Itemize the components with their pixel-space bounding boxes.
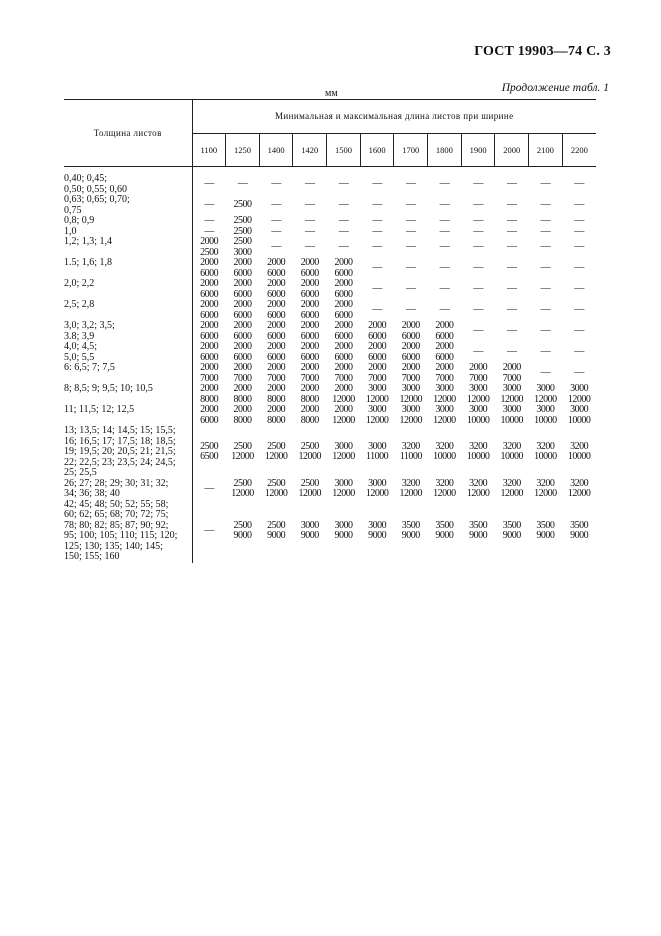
length-cell: 2500 12000 <box>298 477 322 499</box>
page-header: ГОСТ 19903—74 С. 3 <box>474 44 611 59</box>
table-row <box>64 321 596 342</box>
length-cell: 3000 10000 <box>567 404 591 426</box>
length-cell: 2000 7000 <box>200 362 219 384</box>
length-cell: — <box>506 241 517 253</box>
length-cell: 2000 6000 <box>435 341 454 363</box>
length-cell: — <box>305 178 315 190</box>
length-cell: 3500 9000 <box>570 519 589 541</box>
length-cell: 2000 6000 <box>200 320 219 342</box>
length-cell: 3200 11000 <box>399 440 422 463</box>
length-cell: — <box>540 262 551 274</box>
length-cell: — <box>574 178 584 190</box>
length-cell: 3000 10000 <box>466 404 490 426</box>
length-cell: 2000 6000 <box>267 299 286 321</box>
length-cell: 3200 12000 <box>399 477 423 499</box>
thickness-cell: 3,0; 3,2; 3,5; 3.8; 3,9 <box>64 321 192 342</box>
length-cell: 2500 9000 <box>233 519 252 541</box>
length-cell: — <box>406 178 416 190</box>
length-cell: 3000 12000 <box>332 477 355 499</box>
length-cell: 3000 9000 <box>300 519 319 541</box>
length-cell: — <box>540 346 551 358</box>
length-cell: — <box>473 304 483 316</box>
length-cell: — <box>574 325 584 337</box>
length-cell: — <box>473 225 483 237</box>
length-cell: 2000 6000 <box>401 320 420 342</box>
length-cell: — <box>439 199 450 211</box>
table-continuation-label: Продолжение табл. 1 <box>501 82 609 94</box>
length-cell: 3000 12000 <box>399 383 423 405</box>
length-cell: 2500 6500 <box>200 440 219 463</box>
length-cell: — <box>574 304 584 316</box>
length-cell: 3000 11000 <box>366 440 389 463</box>
length-cell: — <box>271 225 281 237</box>
length-cell: — <box>540 325 551 337</box>
length-cell: 2000 6000 <box>300 299 319 321</box>
length-cell: — <box>439 241 450 253</box>
length-cell: 2000 6000 <box>334 278 353 300</box>
length-cell: — <box>540 215 551 226</box>
length-cell: — <box>372 304 382 316</box>
length-cell: — <box>406 283 416 295</box>
length-cell: — <box>204 178 214 190</box>
length-cell: 3000 12000 <box>365 383 389 405</box>
length-cell: — <box>574 283 584 295</box>
thickness-cell: 13; 13,5; 14; 14,5; 15; 15,5; 16; 16,5; 17; 17,5; 18; 18,5; 19; 19,5; 20; 20,5; 21; 21,5; 22; 22,5; 23; 23,5; 24; 24,5; 25; 25,5 <box>64 426 192 479</box>
length-cell: 2000 8000 <box>300 383 319 405</box>
table-row <box>64 195 596 216</box>
length-cell: 2000 8000 <box>267 383 286 405</box>
length-cell: 2000 8000 <box>233 404 252 426</box>
length-cell: — <box>338 199 349 211</box>
thickness-cell: 0,63; 0,65; 0,70; 0,75 <box>64 195 192 216</box>
length-cell: — <box>574 225 584 237</box>
width-header-1700: 1700 <box>394 134 428 167</box>
length-cell: — <box>473 346 483 358</box>
length-cell: — <box>305 225 315 237</box>
thickness-cell: 8; 8,5; 9; 9,5; 10; 10,5 <box>64 384 192 405</box>
length-cell: 3000 9000 <box>368 519 387 541</box>
thickness-cell: 2,5; 2,8 <box>64 300 192 321</box>
thickness-cell: 6: 6,5; 7; 7,5 <box>64 363 192 384</box>
length-cell: — <box>540 304 551 316</box>
width-header-1420: 1420 <box>293 134 327 167</box>
table-row <box>64 258 596 279</box>
length-cell: 3000 12000 <box>567 383 591 405</box>
length-cell: 2000 6000 <box>200 278 219 300</box>
length-cell: — <box>305 199 315 211</box>
thickness-cell: 1,0 <box>64 227 192 238</box>
length-cell: — <box>473 215 483 226</box>
length-cell: — <box>540 241 551 253</box>
length-cell: — <box>506 225 517 237</box>
length-cell: — <box>372 262 382 274</box>
width-header-1400: 1400 <box>259 134 293 167</box>
length-cell: 2000 12000 <box>332 404 355 426</box>
length-cell: 2000 7000 <box>469 362 488 384</box>
length-cell: — <box>406 304 416 316</box>
length-cell: 3000 10000 <box>500 404 523 426</box>
length-cell: — <box>271 199 281 211</box>
length-cell: 2000 6000 <box>200 299 219 321</box>
length-cell: — <box>506 346 517 358</box>
length-cell: — <box>372 199 382 211</box>
thickness-cell: 1,2; 1,3; 1,4 <box>64 237 192 258</box>
length-cell: 2000 12000 <box>332 383 355 405</box>
length-cell: — <box>439 225 450 237</box>
thickness-column-header: Толщина листов <box>64 100 192 167</box>
length-cell: — <box>406 215 416 226</box>
length-cell: — <box>338 225 349 237</box>
length-cell: 3000 12000 <box>433 383 456 405</box>
length-cell: 2000 6000 <box>368 320 387 342</box>
length-cell: — <box>506 283 517 295</box>
length-cell: 3200 12000 <box>534 477 557 499</box>
length-cell: — <box>506 304 517 316</box>
length-cell: 2500 12000 <box>231 440 254 463</box>
length-cell: 2000 8000 <box>200 383 219 405</box>
thickness-cell: 11; 11,5; 12; 12,5 <box>64 405 192 426</box>
thickness-cell: 1.5; 1,6; 1,8 <box>64 258 192 279</box>
length-cell: — <box>574 346 584 358</box>
thickness-cell: 4,0; 4,5; 5,0; 5,5 <box>64 342 192 363</box>
thickness-cell: 26; 27; 28; 29; 30; 31; 32; 34; 36; 38; 40 <box>64 479 192 500</box>
length-cell: 3500 9000 <box>435 519 454 541</box>
length-cell: — <box>540 367 551 379</box>
length-cell: 2500 <box>233 225 252 237</box>
length-cell: — <box>305 215 315 226</box>
length-cell: — <box>540 178 551 190</box>
length-cell: — <box>439 283 450 295</box>
width-header-2100: 2100 <box>529 134 563 167</box>
length-cell: 2000 6000 <box>401 341 420 363</box>
length-cell: 3000 12000 <box>466 383 490 405</box>
length-cell: 2000 8000 <box>233 383 252 405</box>
length-cell: — <box>473 241 483 253</box>
length-cell: — <box>406 225 416 237</box>
length-cell: 2000 7000 <box>435 362 454 384</box>
thickness-cell: 2,0; 2,2 <box>64 279 192 300</box>
length-cell: 2000 7000 <box>401 362 420 384</box>
length-cell: 3000 12000 <box>365 404 389 426</box>
length-cell: 2000 8000 <box>300 404 319 426</box>
length-cell: 2000 6000 <box>233 278 252 300</box>
length-cell: 2000 6000 <box>334 320 353 342</box>
length-cell: — <box>237 178 248 190</box>
length-cell: 3000 12000 <box>332 440 355 463</box>
length-cell: — <box>506 262 517 274</box>
length-cell: 2500 12000 <box>264 477 288 499</box>
length-cell: 3200 12000 <box>500 477 523 499</box>
length-cell: — <box>439 215 450 226</box>
length-cell: — <box>406 262 416 274</box>
sheet-dimensions-table <box>64 99 596 563</box>
length-cell: 2000 2500 <box>200 236 219 258</box>
length-cell: 3000 12000 <box>365 477 389 499</box>
table-row <box>64 342 596 363</box>
length-cell: 3200 10000 <box>567 440 591 463</box>
length-cell: 3500 9000 <box>469 519 488 541</box>
length-cell: 3000 12000 <box>399 404 423 426</box>
length-cell: 3000 10000 <box>534 404 557 426</box>
length-cell: — <box>372 215 382 226</box>
length-cell: 2000 6000 <box>267 278 286 300</box>
length-cell: 2500 12000 <box>264 440 288 463</box>
length-cell: 3200 12000 <box>433 477 456 499</box>
length-cell: — <box>338 241 349 253</box>
length-cell: 3000 9000 <box>334 519 353 541</box>
table-body <box>64 167 596 563</box>
length-cell: — <box>574 199 584 211</box>
length-cell: 2000 6000 <box>267 320 286 342</box>
length-cell: — <box>574 215 584 226</box>
width-header-1800: 1800 <box>428 134 462 167</box>
length-cell: 2000 6000 <box>368 341 387 363</box>
length-cell: — <box>204 215 214 226</box>
width-header-1500: 1500 <box>327 134 361 167</box>
length-cell: 3200 10000 <box>466 440 490 463</box>
width-header-1900: 1900 <box>461 134 495 167</box>
length-cell: 2000 6000 <box>300 257 319 279</box>
length-cell: 3000 12000 <box>534 383 557 405</box>
width-header-2000: 2000 <box>495 134 529 167</box>
length-cell: — <box>540 199 551 211</box>
length-cell: — <box>372 225 382 237</box>
length-cell: — <box>540 225 551 237</box>
length-cell: — <box>271 241 281 253</box>
thickness-cell: 0,40; 0,45; 0,50; 0,55; 0,60 <box>64 167 192 196</box>
length-cell: — <box>540 283 551 295</box>
length-cell: — <box>372 241 382 253</box>
length-cell: 2000 6000 <box>267 257 286 279</box>
width-header-1250: 1250 <box>226 134 260 167</box>
length-cell: — <box>439 304 450 316</box>
length-cell: — <box>338 178 349 190</box>
length-cell: — <box>473 325 483 337</box>
length-cell: 2000 6000 <box>300 320 319 342</box>
length-cell: — <box>338 215 349 226</box>
length-cell: — <box>439 262 450 274</box>
length-cell: 3200 12000 <box>466 477 490 499</box>
length-cell: 2000 6000 <box>233 299 252 321</box>
thickness-cell: 0,8; 0,9 <box>64 216 192 227</box>
length-cell: 2000 7000 <box>502 362 521 384</box>
length-cell: — <box>574 367 584 379</box>
length-cell: — <box>271 215 281 226</box>
length-cell: — <box>204 482 214 494</box>
table-row <box>64 405 596 426</box>
table-row <box>64 279 596 300</box>
length-cell: — <box>574 262 584 274</box>
table-row <box>64 363 596 384</box>
length-cell: 2000 7000 <box>267 362 286 384</box>
length-cell: — <box>506 178 517 190</box>
length-cell: — <box>372 178 382 190</box>
length-cell: 3000 12000 <box>500 383 523 405</box>
length-cell: 2000 6000 <box>233 257 252 279</box>
table-row <box>64 237 596 258</box>
length-cell: — <box>506 215 517 226</box>
length-cell: 2000 6000 <box>267 341 286 363</box>
length-cell: — <box>406 199 416 211</box>
length-cell: 3500 9000 <box>536 519 555 541</box>
length-cell: 2500 3000 <box>233 236 252 258</box>
width-header-2200: 2200 <box>562 134 596 167</box>
length-cell: 2500 12000 <box>298 440 322 463</box>
length-cell: 2000 6000 <box>334 341 353 363</box>
length-cell: 3200 10000 <box>433 440 456 463</box>
length-cell: 2500 12000 <box>231 477 254 499</box>
length-cell: 2500 <box>233 199 252 211</box>
length-cell: 2000 6000 <box>200 404 219 426</box>
length-cell: 2000 6000 <box>300 278 319 300</box>
length-cell: 2000 6000 <box>233 320 252 342</box>
length-column-header: Минимальная и максимальная длина листов при ширине <box>192 100 596 134</box>
length-cell: 2000 6000 <box>435 320 454 342</box>
length-cell: 2500 <box>233 215 252 226</box>
length-cell: — <box>506 325 517 337</box>
length-cell: — <box>204 524 214 536</box>
width-header-1600: 1600 <box>360 134 394 167</box>
length-cell: 2000 6000 <box>334 299 353 321</box>
length-cell: 3200 10000 <box>534 440 557 463</box>
length-cell: 3500 9000 <box>502 519 521 541</box>
table-row <box>64 216 596 227</box>
length-cell: — <box>473 199 483 211</box>
length-cell: 3000 12000 <box>433 404 456 426</box>
length-cell: 2000 6000 <box>334 257 353 279</box>
length-cell: 2500 9000 <box>267 519 286 541</box>
length-cell: 2000 7000 <box>300 362 319 384</box>
table-row <box>64 426 596 479</box>
table-row <box>64 167 596 196</box>
length-cell: — <box>372 283 382 295</box>
length-cell: 3500 9000 <box>401 519 420 541</box>
length-cell: — <box>473 283 483 295</box>
table-row <box>64 500 596 563</box>
length-cell: — <box>406 241 416 253</box>
length-cell: 2000 6000 <box>200 257 219 279</box>
length-cell: 2000 7000 <box>368 362 387 384</box>
length-cell: — <box>439 178 450 190</box>
length-cell: 3200 12000 <box>567 477 591 499</box>
length-cell: — <box>271 178 281 190</box>
table-row <box>64 227 596 238</box>
length-cell: — <box>204 199 214 211</box>
length-cell: — <box>204 225 214 237</box>
length-cell: — <box>574 241 584 253</box>
length-cell: 2000 7000 <box>233 362 252 384</box>
length-cell: 2000 6000 <box>200 341 219 363</box>
length-cell: 3200 10000 <box>500 440 523 463</box>
length-cell: — <box>506 199 517 211</box>
length-cell: — <box>473 178 483 190</box>
table-row <box>64 479 596 500</box>
table-row <box>64 300 596 321</box>
unit-label: мм <box>325 88 338 99</box>
thickness-cell: 42; 45; 48; 50; 52; 55; 58; 60; 62; 65; 68; 70; 72; 75; 78; 80; 82; 85; 87; 90; 92; 95; 100; 105; 110; 115; 120; 125; 130; 135; 140; 145; 150; 155; 160 <box>64 500 192 563</box>
length-cell: 2000 6000 <box>300 341 319 363</box>
width-header-1100: 1100 <box>192 134 226 167</box>
length-cell: — <box>473 262 483 274</box>
length-cell: 2000 6000 <box>233 341 252 363</box>
length-cell: — <box>305 241 315 253</box>
length-cell: 2000 8000 <box>267 404 286 426</box>
table-row <box>64 384 596 405</box>
length-cell: 2000 7000 <box>334 362 353 384</box>
